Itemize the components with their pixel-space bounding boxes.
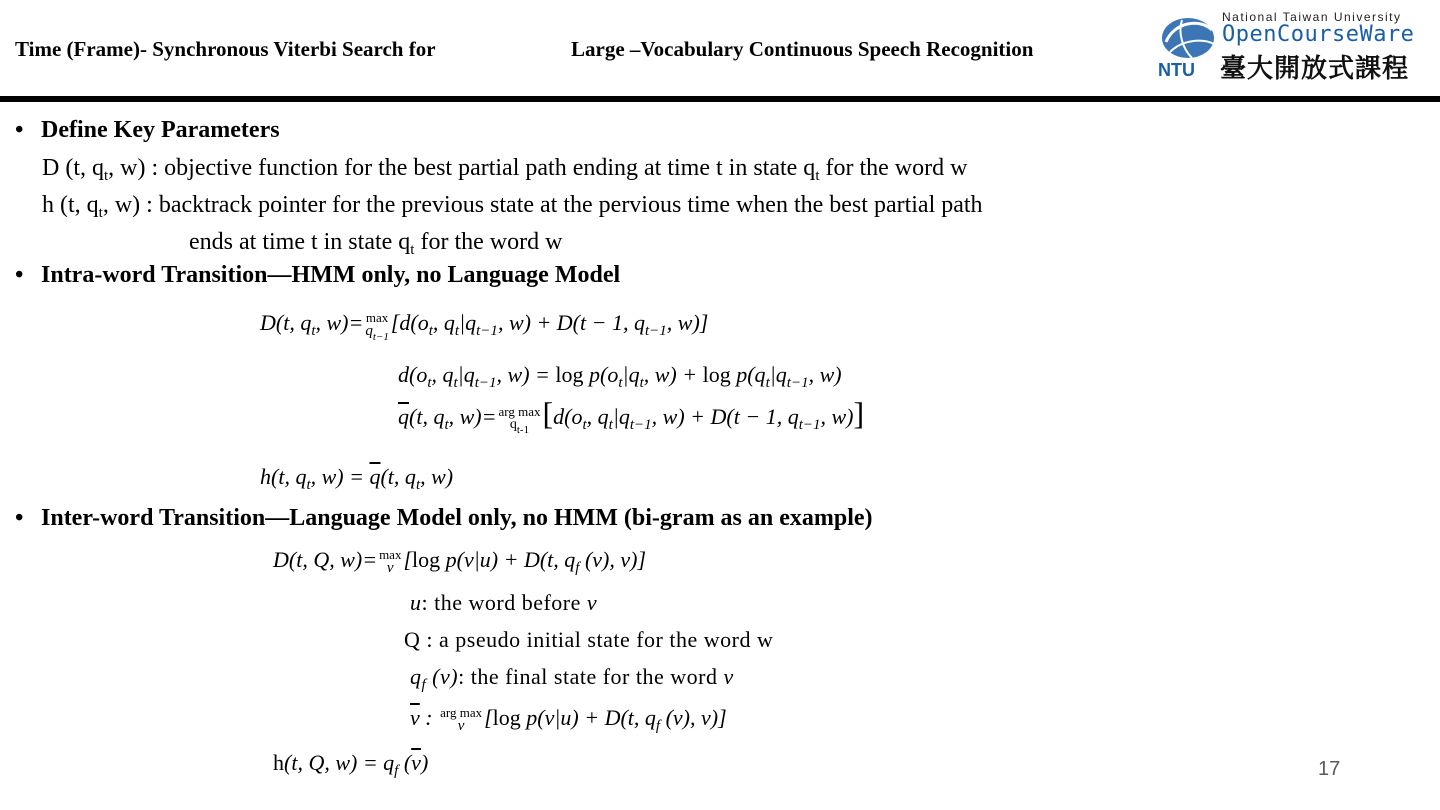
equation-h-backtrack: h(t, $q_t$, $w) = \overline{q}(t$, $q_t$, w) — [260, 464, 454, 493]
bullet-dot: • — [15, 505, 24, 531]
slide-title-right: Large –Vocabulary Continuous Speech Recognition — [571, 37, 1034, 61]
definition-qf: $q_f$ (v): the final state for the word v — [410, 664, 734, 693]
equation-D-recursion: D(t, $q_t$, w)= max $q_{t-1}$ [$d(o_t$, $q_t|q_{t-1}$, w) + D(t − 1, $q_{t-1}$, w)] — [260, 309, 709, 343]
bullet-inter-word — [15, 505, 873, 532]
definition-D: D (t, $q_t$, w) : objective function for the best partial path ending at time t in state $q_t$ for the word w — [42, 155, 968, 184]
bullet-dot: • — [15, 262, 24, 288]
bullet-dot: • — [15, 117, 24, 143]
bullet-text: Define Key Parameters — [41, 117, 280, 143]
equation-d-definition: $d(o_t$, $q_t|q_{t-1}$, $w) = \log p(o_t|q_t$, $w) + \log p(q_t|q_{t-1}$, w) — [398, 362, 842, 391]
page-number: 17 — [1318, 758, 1341, 780]
logo-chinese: 臺大開放式課程 — [1220, 54, 1410, 84]
header-divider — [0, 96, 1440, 102]
definition-h: h (t, $q_t$, w) : backtrack pointer for the previous state at the pervious time when the best partial path — [42, 192, 983, 221]
bullet-define-parameters — [15, 117, 280, 144]
definition-h-continued: ends at time t in state $q_t$ for the word w — [189, 229, 563, 258]
definition-u: u: the word before v — [410, 590, 598, 615]
equation-D-interword: D(t, Q, w)= max v [log p(v|u) + D(t, $q_f$ (v), v)] — [273, 546, 647, 576]
bullet-intra-word — [15, 262, 620, 289]
bullet-text: Intra-word Transition―HMM only, no Language Model — [41, 262, 621, 288]
ntu-ocw-logo — [1152, 10, 1430, 86]
equation-h-interword: h(t, Q, $w) = q_f$ $(\overline{v})$ — [273, 750, 429, 779]
logo-ocw: OpenCourseWare — [1222, 22, 1415, 47]
globe-logo-icon — [1152, 12, 1218, 78]
slide-title-left: Time (Frame)- Synchronous Viterbi Search for — [15, 37, 436, 61]
equation-qbar-argmax: $\overline{q}(t$, $q_t$, w)= arg max $q_{t-1}$ [$d(o_t$, $q_t|q_{t-1}$, w) + D(t − 1, $q_{t-1}$, w)] — [398, 395, 865, 437]
ntu-mark: NTU — [1158, 60, 1195, 78]
logo-university: National Taiwan University — [1222, 10, 1402, 24]
definition-Q: Q : a pseudo initial state for the word w — [404, 627, 774, 652]
bullet-text: Inter-word Transition―Language Model only, no HMM (bi-gram as an example) — [41, 505, 873, 531]
equation-vbar-argmax: $\overline{v}$ : arg max v [log p(v|u) + D(t, $q_f$ (v), v)] — [410, 704, 727, 734]
